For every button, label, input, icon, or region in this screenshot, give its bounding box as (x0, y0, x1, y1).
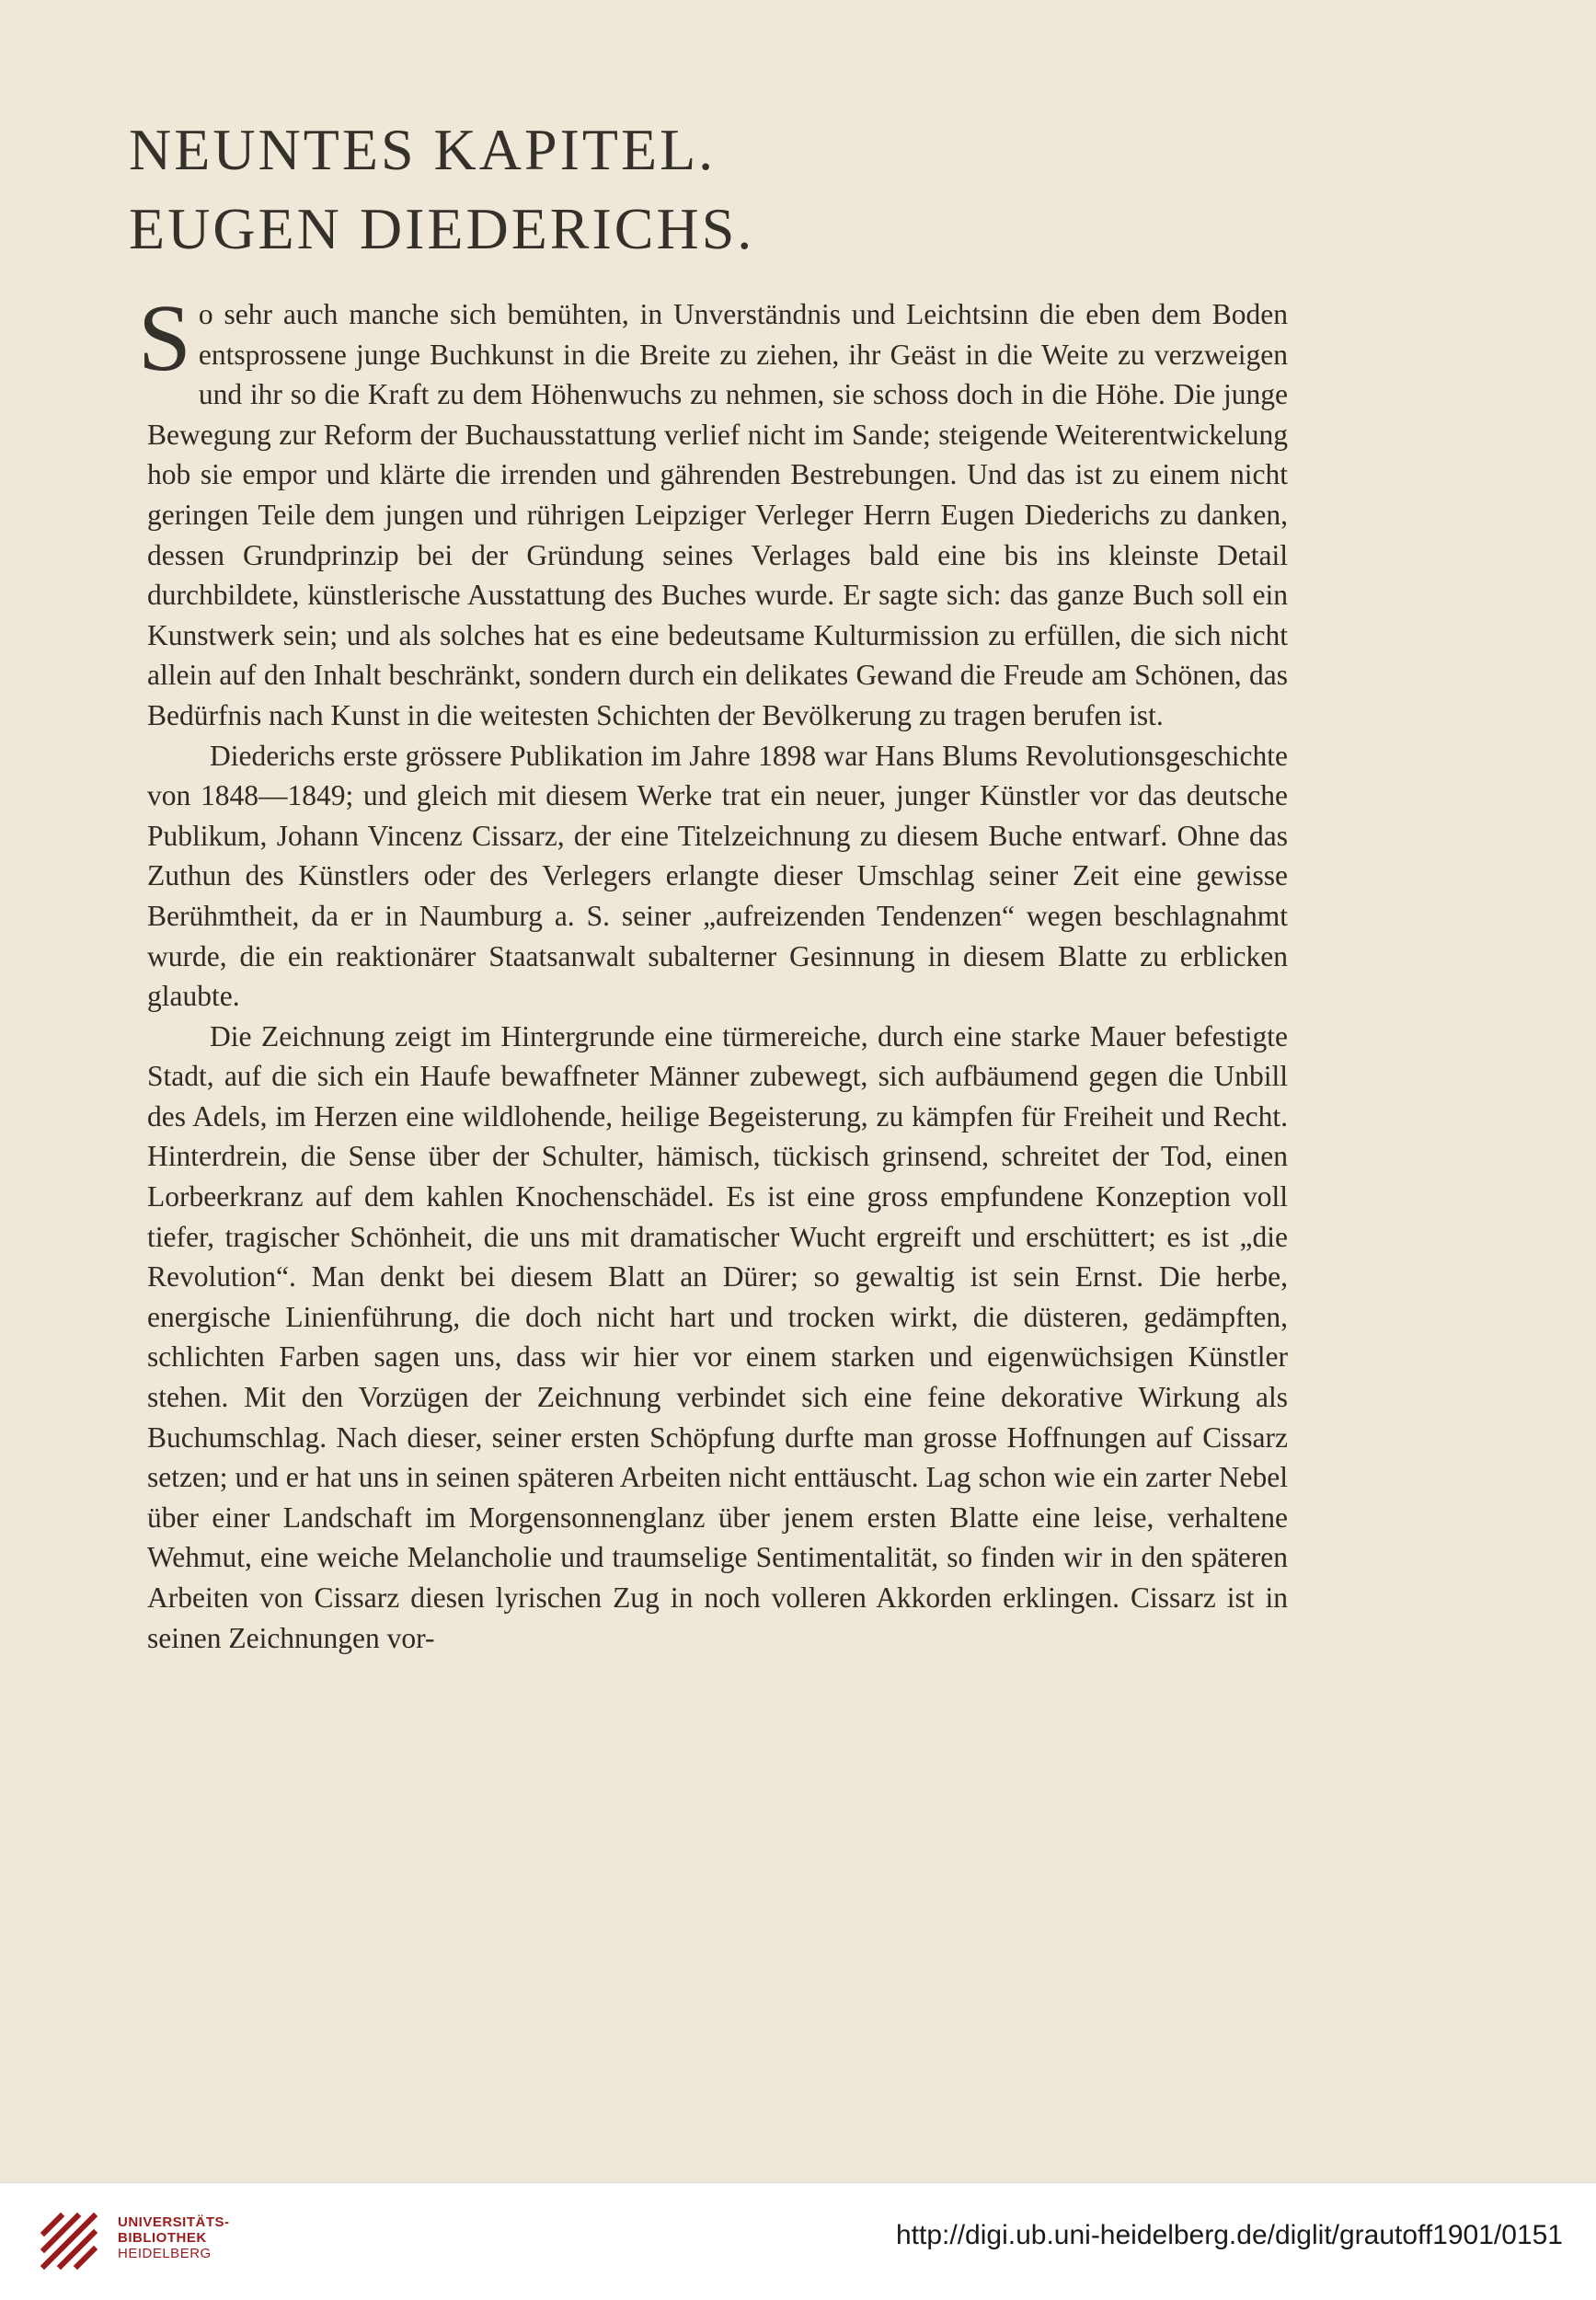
paragraph-3: Die Zeichnung zeigt im Hintergrunde eine türmereiche, durch eine starke Mauer befestigte Stadt, auf die sich ein Haufe bewaffneter Männer zubewegt, sich aufbäumend gegen die Unbill des Adels, im Herzen eine wildlohende, heilige Begeisterung, zu kämpfen für Freiheit und Recht. Hinterdrein, die Sense über der Schulter, hämisch, tückisch grinsend, schreitet der Tod, einen Lorbeerkranz auf dem kahlen Knochenschädel. Es ist eine gross empfundene Konzeption voll tiefer, tragischer Schönheit, die uns mit dramatischer Wucht ergreift und erschüttert; es ist „die Revolution“. Man denkt bei diesem Blatt an Dürer; so gewaltig ist sein Ernst. Die herbe, energische Linienführung, die doch nicht hart und trocken wirkt, die düsteren, gedämpften, schlichten Farben sagen uns, dass wir hier vor einem starken und eigenwüchsigen Künstler stehen. Mit den Vorzügen der Zeichnung verbindet sich eine feine dekorative Wirkung als Buchumschlag. Nach dieser, seiner ersten Schöpfung durfte man grosse Hoffnungen auf Cissarz setzen; und er hat uns in seinen späteren Arbeiten nicht enttäuscht. Lag schon wie ein zarter Nebel über einer Landschaft im Morgensonnenglanz über jenem ersten Blatte eine leise, verhaltene Wehmut, eine weiche Melancholie und traumselige Sentimentalität, so finden wir in den späteren Arbeiten von Cissarz diesen lyrischen Zug in noch volleren Akkorden erklingen. Cissarz ist in seinen Zeichnungen vor- (147, 1019, 1288, 1654)
paragraph-1 (138, 285, 1288, 736)
paragraph-2: Diederichs erste grössere Publikation im Jahre 1898 war Hans Blums Revolutionsgeschichte von 1848—1849; und gleich mit diesem Werke trat ein neuer, junger Künstler vor das deutsche Publikum, Johann Vincenz Cissarz, der eine Titelzeichnung zu diesem Buche entwarf. Ohne das Zuthun des Künstlers oder des Verlegers erlangte dieser Umschlag seiner Zeit eine gewisse Berühmtheit, da er in Naumburg a. S. seiner „aufreizenden Tendenzen“ wegen beschlagnahmt wurde, die ein reaktionärer Staatsanwalt subalterner Gesinnung in diesem Blatte zu erblicken glaubte. (147, 739, 1288, 1013)
chapter-number: NEUNTES KAPITEL. (129, 117, 717, 182)
chapter-heading (129, 110, 754, 269)
chapter-title: EUGEN DIEDERICHS. (129, 196, 755, 261)
institution-line-1: UNIVERSITÄTS- (118, 2214, 230, 2230)
drop-cap: S (138, 285, 191, 391)
paragraph-1-text: o sehr auch manche sich bemühten, in Unverständnis und Leichtsinn die eben dem Boden entsprossene junge Buchkunst in die Breite zu ziehen, ihr Geäst in die Weite zu verzweigen und ihr so die Kraft zu dem Höhenwuchs zu nehmen, sie schoss doch in die Höhe. Die junge Bewegung zur Reform der Buchausstattung verlief nicht im Sande; steigende Weiterentwickelung hob sie empor und klärte die irrenden und gährenden Bestrebungen. Und das ist zu einem nicht geringen Teile dem jungen und rührigen Leipziger Verleger Herrn Eugen Diederichs zu danken, dessen Grundprinzip bei der Gründung seines Verlages bald eine bis ins kleinste Detail durchbildete, künstlerische Ausstattung des Buches wurde. Er sagte sich: das ganze Buch soll ein Kunstwerk sein; und als solches hat es eine bedeutsame Kulturmission zu erfüllen, die sich nicht allein auf den Inhalt beschränkt, sondern durch ein delikates Gewand die Freude am Schönen, das Bedürfnis nach Kunst in die weitesten Schichten der Bevölkerung zu tragen berufen ist. (147, 298, 1288, 731)
digitization-footer (0, 2182, 1596, 2300)
institution-line-3: HEIDELBERG (118, 2246, 212, 2261)
heidelberg-library-logo-icon[interactable] (37, 2209, 101, 2273)
institution-name (118, 2214, 230, 2261)
body-text (138, 285, 1288, 1658)
source-url-link[interactable]: http://digi.ub.uni-heidelberg.de/diglit/grautoff1901/0151 (896, 2220, 1563, 2250)
institution-line-2: BIBLIOTHEK (118, 2230, 207, 2246)
